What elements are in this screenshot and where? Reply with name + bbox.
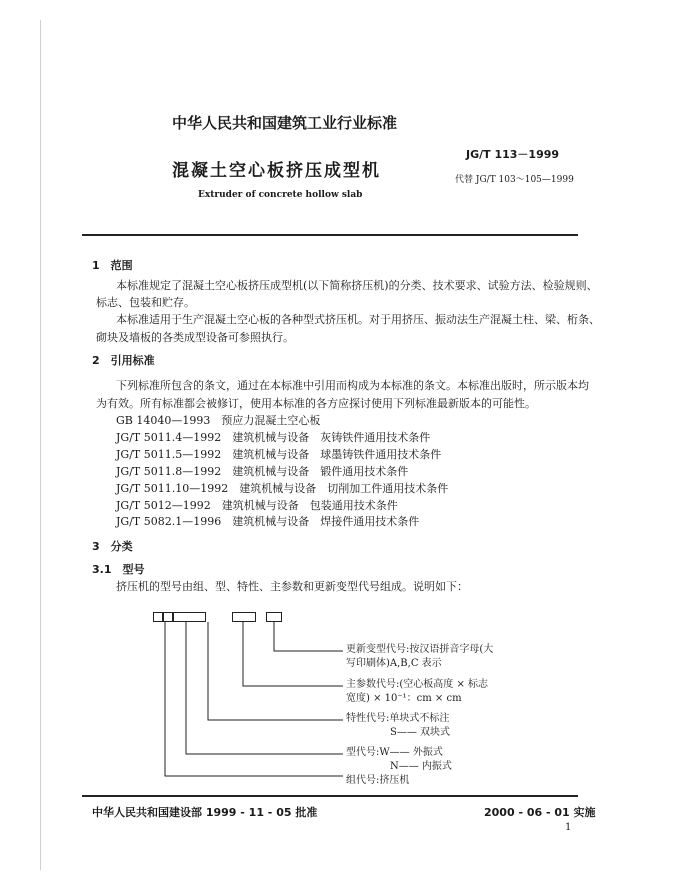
section-1-heading: 1 范围 (92, 259, 133, 272)
section-3-1-heading: 3.1 型号 (92, 563, 145, 576)
standard-number: JG/T 113－1999 (466, 148, 560, 161)
label-group: 组代号:挤压机 (346, 775, 410, 786)
section-1-para2-line2: 砌块及墙板的各类成型设备可参照执行。 (96, 331, 294, 344)
reference-item: JG/T 5012—1992 建筑机械与设备 包装通用技术条件 (116, 499, 398, 512)
section-1-para2-line1: 本标准适用于生产混凝土空心板的各种型式挤压机。对于用挤压、振动法生产混凝土柱、梁、桁条、 (116, 313, 600, 326)
section-2-heading: 2 引用标准 (92, 354, 155, 367)
reference-item: JG/T 5011.8—1992 建筑机械与设备 锻件通用技术条件 (116, 465, 409, 478)
section-2-para-line2: 为有效。所有标准都会被修订，使用本标准的各方应探讨使用下列标准最新版本的可能性。 (96, 397, 536, 410)
section-1-para1-line2: 标志、包装和贮存。 (96, 296, 195, 309)
reference-item: JG/T 5011.5—1992 建筑机械与设备 球墨铸铁件通用技术条件 (116, 448, 442, 461)
section-3-1-para: 挤压机的型号由组、型、特性、主参数和更新变型代号组成。说明如下： (116, 580, 468, 593)
reference-item: GB 14040—1993 预应力混凝土空心板 (116, 414, 321, 427)
leader-main-param (243, 622, 343, 686)
replaces-note: 代替 JG/T 103～105—1999 (455, 175, 574, 185)
page-number: 1 (565, 822, 572, 833)
label-type-line1: 型代号:W—— 外振式 (346, 747, 443, 758)
label-main-param-line2: 宽度) × 10⁻¹：cm × cm (346, 693, 462, 704)
reference-item: JG/T 5011.10—1992 建筑机械与设备 切削加工件通用技术条件 (116, 482, 449, 495)
section-2-para-line1: 下列标准所包含的条文，通过在本标准中引用而构成为本标准的条文。本标准出版时，所示版本均 (116, 379, 589, 392)
label-feature-line1: 特性代号:单块式不标注 (346, 713, 450, 724)
label-type-line2: N—— 内振式 (390, 761, 452, 772)
org-title: 中华人民共和国建筑工业行业标准 (172, 114, 398, 132)
leader-update (274, 622, 343, 651)
section-3-heading: 3 分类 (92, 540, 133, 553)
page-title: 混凝土空心板挤压成型机 (172, 161, 381, 181)
label-update-line1: 更新变型代号:按汉语拼音字母(大 (346, 644, 494, 655)
footer-divider (82, 795, 578, 797)
section-1-para1-line1: 本标准规定了混凝土空心板挤压成型机(以下简称挤压机)的分类、技术要求、试验方法、检验规则、 (116, 279, 598, 292)
issuer-note: 中华人民共和国建设部 1999 - 11 - 05 批准 (92, 806, 318, 819)
reference-item: JG/T 5011.4—1992 建筑机械与设备 灰铸铁件通用技术条件 (116, 431, 431, 444)
effective-date: 2000 - 06 - 01 实施 (484, 806, 596, 819)
reference-item: JG/T 5082.1—1996 建筑机械与设备 焊接件通用技术条件 (116, 515, 420, 528)
leader-group (165, 622, 343, 776)
leader-type (186, 622, 343, 754)
english-title: Extruder of concrete hollow slab (198, 190, 363, 200)
leader-feature (208, 622, 343, 720)
label-feature-line2: S—— 双块式 (390, 727, 451, 738)
label-update-line2: 写印刷体)A,B,C 表示 (346, 658, 442, 669)
label-main-param-line1: 主参数代号:(空心板高度 × 标志 (346, 679, 489, 690)
